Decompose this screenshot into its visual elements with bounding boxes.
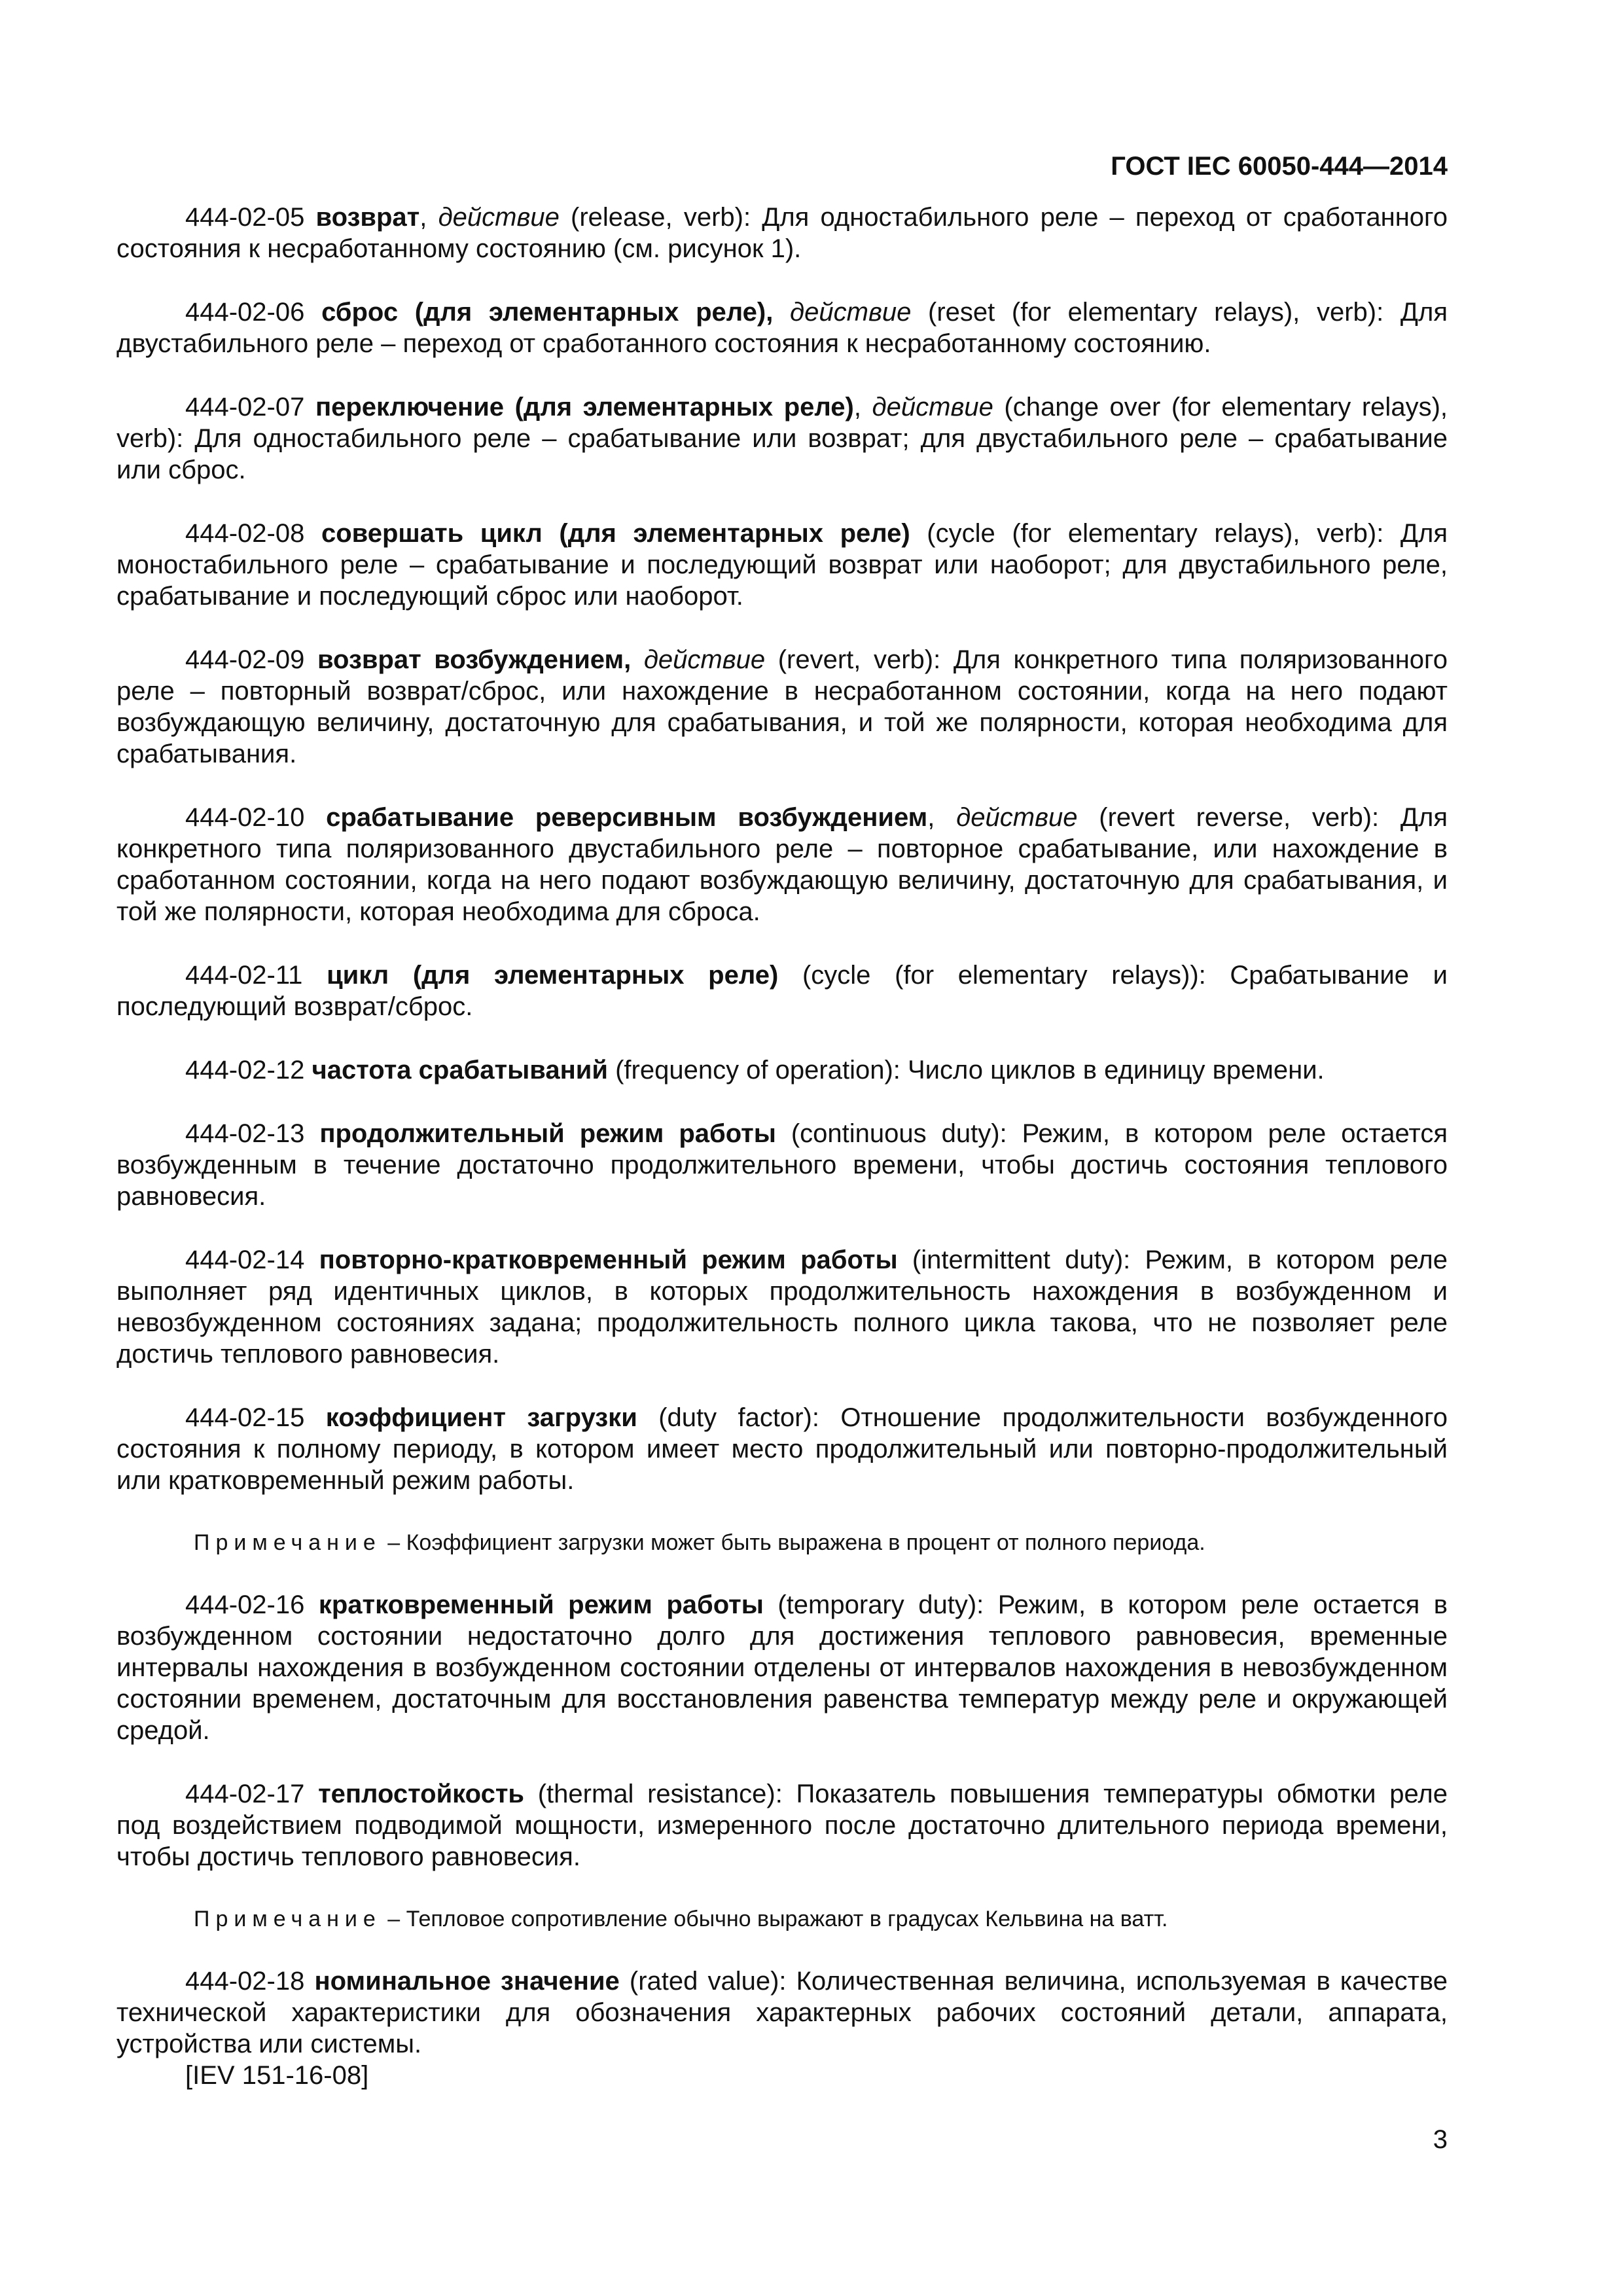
entry-part-of-speech: действие: [956, 803, 1078, 832]
entry-definition: Для моностабильного реле – срабатывание и последующий возврат или наоборот; для двустабильного реле, срабатывание и последующий сброс или наоборот.: [116, 519, 1448, 611]
entry-term: повторно-кратковременный режим работы: [319, 1246, 898, 1274]
entry-english: (continuous duty):: [791, 1119, 1022, 1148]
entry-definition: Для двустабильного реле – переход от сработанного состояния к несработанному состоянию.: [116, 298, 1448, 358]
entry-part-of-speech: действие: [872, 393, 993, 422]
entry-number: 444-02-18: [185, 1967, 305, 1996]
entry-term: переключение (для элементарных реле): [315, 393, 854, 422]
entry-english: (thermal resistance):: [537, 1780, 796, 1808]
entry-number: 444-02-11: [185, 961, 303, 990]
entry-number: 444-02-16: [185, 1590, 305, 1619]
term-entry: 444-02-10 срабатывание реверсивным возбуждением, действие (revert reverse, verb): Для конкретного типа поляризованного двустабильного реле – повторное срабатывание, или нахождение в сработанном состоянии, когда на него подают возбуждающую величину, достаточную для срабатывания, и той же полярности, которая необходима для сброса.: [116, 803, 1448, 926]
note-text: – Тепловое сопротивление обычно выражают в градусах Кельвина на ватт.: [381, 1907, 1168, 1931]
entry-term: совершать цикл (для элементарных реле): [321, 519, 910, 548]
term-entry: 444-02-05 возврат, действие (release, verb): Для одностабильного реле – переход от сработанного состояния к несработанному состоянию (см. рисунок 1).: [116, 203, 1448, 263]
entry-number: 444-02-17: [185, 1780, 305, 1808]
entry-english: (release, verb):: [559, 203, 762, 232]
entry-definition: Количественная величина, используемая в качестве технической характеристики для обозначения характерных рабочих состояний детали, аппарата, устройства или системы.: [116, 1967, 1448, 2058]
term-entry: [116, 1118, 1448, 1212]
entry-term: коэффициент загрузки: [325, 1403, 637, 1432]
entry-definition: Для одностабильного реле – переход от сработанного состояния к несработанному состоянию (см. рисунок 1).: [116, 203, 1448, 263]
entry-number: 444-02-15: [185, 1403, 305, 1432]
entry-definition: Для конкретного типа поляризованного двустабильного реле – повторное срабатывание, или нахождение в сработанном состоянии, когда на него подают возбуждающую величину, достаточную для срабатывания, и той же полярности, которая необходима для сброса.: [116, 803, 1448, 926]
document-header: ГОСТ IEC 60050-444—2014: [1111, 152, 1448, 181]
entry-definition: Режим, в котором реле выполняет ряд идентичных циклов, в которых продолжительность нахождения в возбужденном и невозбужденном состояниях задана; продолжительность полного цикла такова, что не позволяет реле достичь теплового равновесия.: [116, 1246, 1448, 1369]
term-entry: [116, 960, 1448, 1022]
entry-term: возврат возбуждением,: [317, 645, 632, 674]
term-entry: [116, 518, 1448, 612]
entry-number: 444-02-05: [185, 203, 305, 232]
entry-english: (cycle (for elementary relays), verb):: [927, 519, 1400, 548]
entry-term: частота срабатываний: [312, 1056, 608, 1085]
term-entry: 444-02-07 переключение (для элементарных реле), действие (change over (for elementary relays), verb): Для одностабильного реле – срабатывание или возврат; для двустабильного реле – срабатывание или сброс.: [116, 393, 1448, 484]
entry-english: (change over (for elementary relays), verb):: [116, 393, 1448, 453]
entry-number: 444-02-07: [185, 393, 305, 422]
page-number: 3: [1433, 2125, 1448, 2154]
entry-definition: Показатель повышения температуры обмотки реле под воздействием подводимой мощности, измеренного после достаточно длительного периода времени, чтобы достичь теплового равновесия.: [116, 1780, 1448, 1871]
note-text: – Коэффициент загрузки может быть выражена в процент от полного периода.: [381, 1530, 1205, 1555]
entry-english: (reset (for elementary relays), verb):: [911, 298, 1400, 327]
entry-definition: Срабатывание и последующий возврат/сброс.: [116, 961, 1448, 1021]
term-entry: [116, 644, 1448, 770]
entry-term: цикл (для элементарных реле): [327, 961, 779, 990]
entry-definition: Для одностабильного реле – срабатывание или возврат; для двустабильного реле – срабатывание или сброс.: [116, 424, 1448, 484]
entry-term: продолжительный режим работы: [319, 1119, 776, 1148]
term-entry: [116, 1589, 1448, 1746]
entry-english: (temporary duty):: [777, 1590, 998, 1619]
term-entry: [116, 1402, 1448, 1496]
entry-english: (duty factor):: [658, 1403, 841, 1432]
entry-number: 444-02-10: [185, 803, 305, 832]
entry-term: теплостойкость: [318, 1780, 525, 1808]
entry-english: (revert reverse, verb):: [1077, 803, 1400, 832]
entry-english: (revert, verb):: [765, 645, 954, 674]
entry-number: 444-02-06: [185, 298, 305, 327]
entry-term: сброс (для элементарных реле),: [321, 298, 774, 327]
entry-number: 444-02-08: [185, 519, 305, 548]
entry-definition: Режим, в котором реле остается возбужденным в течение достаточно продолжительного времени, чтобы достичь состояния теплового равновесия.: [116, 1119, 1448, 1211]
term-entry: [116, 1965, 1448, 2060]
iev-reference: [IEV 151-16-08]: [185, 2061, 369, 2090]
entry-english: (intermittent duty):: [912, 1246, 1145, 1274]
note-label: Примечание: [194, 1530, 382, 1555]
entry-number: 444-02-12: [185, 1056, 305, 1085]
entry-definition: Отношение продолжительности возбужденного состояния к полному периоду, в котором имеет место продолжительный или повторно-продолжительный или кратковременный режим работы.: [116, 1403, 1448, 1495]
note: [116, 1905, 1448, 1933]
entry-definition: Число циклов в единицу времени.: [908, 1056, 1325, 1085]
note-label: Примечание: [194, 1907, 382, 1931]
entry-part-of-speech: действие: [643, 645, 766, 674]
note: [116, 1528, 1448, 1557]
entry-term: возврат: [315, 203, 420, 232]
entry-definition: Для конкретного типа поляризованного реле – повторный возврат/сброс, или нахождение в несработанном состоянии, когда на него подают возбуждающую величину, достаточную для срабатывания, и той же полярности, которая необходима для срабатывания.: [116, 645, 1448, 768]
entry-english: (frequency of operation):: [615, 1056, 908, 1085]
entry-part-of-speech: действие: [790, 298, 912, 327]
entry-term: срабатывание реверсивным возбуждением: [326, 803, 928, 832]
entry-english: (cycle (for elementary relays)):: [802, 961, 1230, 990]
entry-english: (rated value):: [629, 1967, 796, 1996]
entry-part-of-speech: действие: [438, 203, 560, 232]
entry-term: кратковременный режим работы: [318, 1590, 764, 1619]
entry-number: 444-02-14: [185, 1246, 305, 1274]
entry-definition: Режим, в котором реле остается в возбужденном состоянии недостаточно долго для достижения теплового равновесия, временные интервалы нахождения в возбужденном состоянии отделены от интервалов нахождения в невозбужденном состоянии временем, достаточным для восстановления равенства температур между реле и окружающей средой.: [116, 1590, 1448, 1745]
entry-number: 444-02-09: [185, 645, 305, 674]
term-entry: [116, 1244, 1448, 1370]
term-entry: [116, 1054, 1448, 1086]
term-entry: [116, 296, 1448, 359]
entry-number: 444-02-13: [185, 1119, 305, 1148]
term-entry: [116, 1778, 1448, 1873]
entry-term: номинальное значение: [314, 1967, 620, 1996]
